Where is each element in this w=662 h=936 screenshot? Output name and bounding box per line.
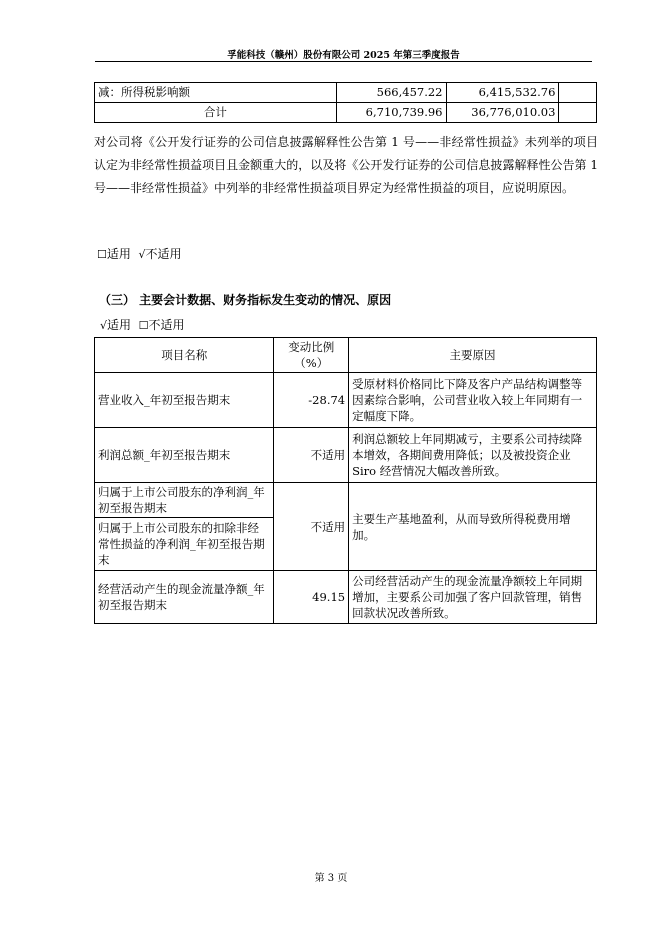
- item-name: 经营活动产生的现金流量净额_年初至报告期末: [95, 571, 274, 624]
- applicability-options: [97, 245, 182, 262]
- change-reason: 主要生产基地盈利，从而导致所得税费用增加。: [349, 483, 597, 571]
- change-reason: 受原材料价格同比下降及客户产品结构调整等因素综合影响，公司营业收入较上年同期有一定幅度下降。: [349, 373, 597, 428]
- non-recurring-table: [94, 82, 597, 123]
- table-header-row: [95, 338, 597, 373]
- item-name: 营业收入_年初至报告期末: [95, 373, 274, 428]
- table-row: [95, 483, 597, 518]
- option-label: 适用: [107, 318, 132, 332]
- item-name: 归属于上市公司股东的扣除非经常性损益的净利润_年初至报告期末: [95, 518, 274, 571]
- change-ratio: 49.15: [274, 571, 349, 624]
- row-value: 566,457.22: [336, 83, 446, 103]
- checkmark-icon: √: [100, 319, 108, 332]
- table-row: [95, 103, 597, 123]
- table-row: [95, 571, 597, 624]
- row-note: [559, 83, 597, 103]
- row-label: 合计: [95, 103, 337, 123]
- row-value: 36,776,010.03: [446, 103, 559, 123]
- row-value: 6,415,532.76: [446, 83, 559, 103]
- change-reasons-table: [94, 337, 597, 624]
- checkbox-icon: ☐: [138, 319, 149, 332]
- column-header: 主要原因: [349, 338, 597, 373]
- page-number: 第 3 页: [314, 873, 348, 884]
- row-note: [559, 103, 597, 123]
- column-header: 项目名称: [95, 338, 274, 373]
- row-value: 6,710,739.96: [336, 103, 446, 123]
- table-row: [95, 428, 597, 483]
- change-reason: 公司经营活动产生的现金流量净额较上年同期增加，主要系公司加强了客户回款管理，销售回款状况改善所致。: [349, 571, 597, 624]
- table-row: [95, 83, 597, 103]
- checkbox-icon: ☐: [97, 248, 107, 261]
- document-header: 孚能科技（赣州）股份有限公司 2025 年第三季度报告: [227, 50, 460, 61]
- row-label: 减：所得税影响额: [95, 83, 337, 103]
- item-name: 利润总额_年初至报告期末: [95, 428, 274, 483]
- change-ratio: 不适用: [274, 483, 349, 571]
- checkmark-icon: √: [138, 248, 146, 261]
- section-title: （三） 主要会计数据、财务指标发生变动的情况、原因: [99, 293, 392, 307]
- table-row: [95, 373, 597, 428]
- option-label: 适用: [106, 247, 131, 261]
- change-reason: 利润总额较上年同期减亏，主要系公司持续降本增效，各期间费用降低；以及被投资企业 Siro 经营情况大幅改善所致。: [349, 428, 597, 483]
- header-rule: [95, 61, 592, 62]
- explanation-paragraph: 对公司将《公开发行证券的公司信息披露解释性公告第 1 号——非经常性损益》未列举的项目认定为非经常性损益项目且金额重大的，以及将《公开发行证券的公司信息披露解释性公告第 1 号——非经常性损益》中列举的非经常性损益项目界定为经常性损益的项目，应说明原因。: [94, 135, 598, 195]
- option-label: 不适用: [145, 247, 182, 261]
- option-label: 不适用: [148, 318, 185, 332]
- change-ratio: 不适用: [274, 428, 349, 483]
- change-ratio: -28.74: [274, 373, 349, 428]
- item-name: 归属于上市公司股东的净利润_年初至报告期末: [95, 483, 274, 518]
- column-header: 变动比例（%）: [274, 338, 349, 373]
- applicability-options: [100, 316, 185, 333]
